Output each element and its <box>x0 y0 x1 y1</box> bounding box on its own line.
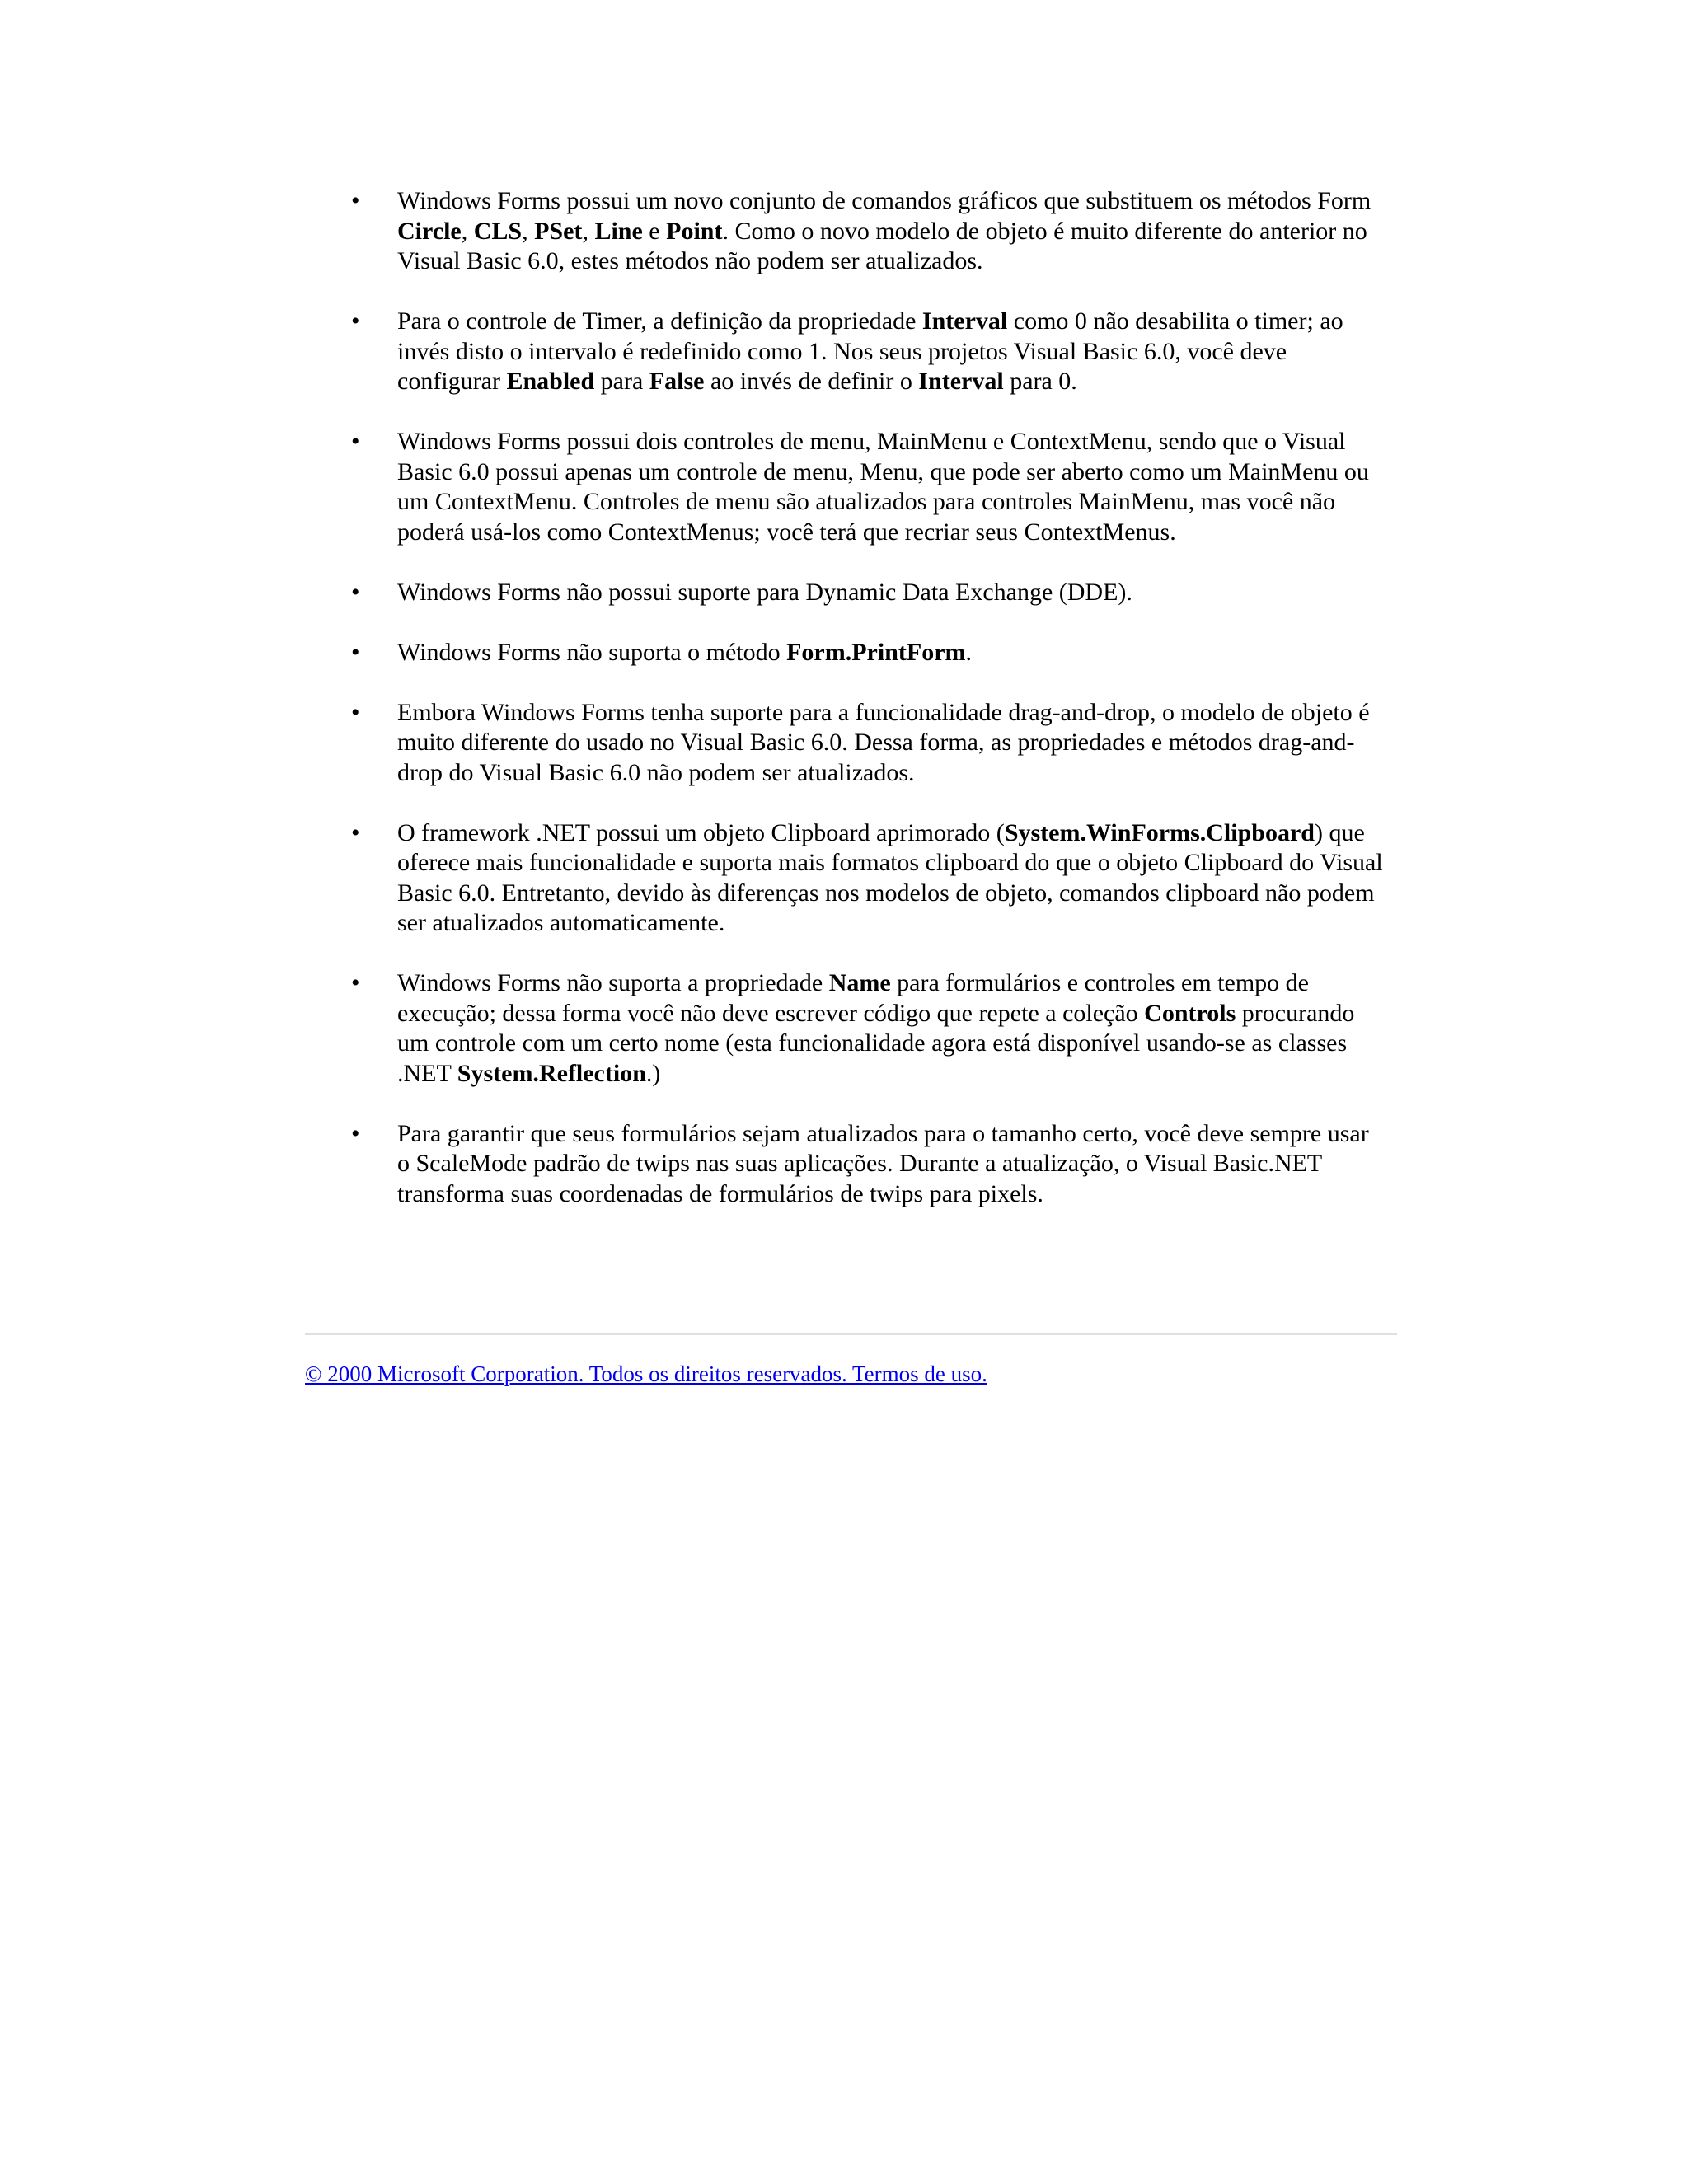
text-run: ) que oferece mais funcionalidade e suporta mais formatos clipboard do que o objeto Clipboard do Visual Basic 6.0. Entretanto, devido às diferenças nos modelos de objeto, comandos clipboard não podem ser atualizados automaticamente. <box>397 818 1383 936</box>
list-item <box>348 186 1386 277</box>
bullet-glyph: • <box>351 818 360 846</box>
bullet-glyph: • <box>351 187 360 214</box>
text-run: Embora Windows Forms tenha suporte para a funcionalidade drag-and-drop, o modelo de objeto é muito diferente do usado no Visual Basic 6.0. Dessa forma, as propriedades e métodos drag-and-drop do Visual Basic 6.0 não podem ser atualizados. <box>397 698 1370 786</box>
text-run: Windows Forms não suporta a propriedade <box>397 969 829 996</box>
list-item-text <box>397 1120 1369 1207</box>
list-item <box>348 638 1386 668</box>
text-run: , <box>522 217 535 245</box>
text-run: Windows Forms não possui suporte para Dynamic Data Exchange (DDE). <box>397 578 1132 606</box>
text-run: O framework .NET possui um objeto Clipboard aprimorado ( <box>397 818 1005 846</box>
footer <box>305 1360 987 1388</box>
bullet-glyph: • <box>351 1119 360 1147</box>
bold-term: System.WinForms.Clipboard <box>1004 818 1315 846</box>
bullet-glyph: • <box>351 638 360 666</box>
list-item-text <box>397 428 1369 546</box>
text-run: procurando um controle com um certo nome (esta funcionalidade agora está disponível usando-se as classes .NET <box>397 999 1355 1087</box>
bold-term: Circle <box>397 217 462 245</box>
list-item <box>348 307 1386 397</box>
bold-term: Interval <box>921 307 1008 335</box>
list-item <box>348 1119 1386 1210</box>
bullet-list <box>348 186 1386 1240</box>
list-item-text <box>397 969 1354 1087</box>
text-run: Para garantir que seus formulários sejam atualizados para o tamanho certo, você deve sempre usar o ScaleMode padrão de twips nas suas aplicações. Durante a atualização, o Visual Basic.NET transforma suas coordenadas de formulários de twips para pixels. <box>397 1119 1369 1207</box>
list-item <box>348 818 1386 939</box>
text-run: Windows Forms possui dois controles de menu, MainMenu e ContextMenu, sendo que o Visual Basic 6.0 possui apenas um controle de menu, Menu, que pode ser aberto como um MainMenu ou um ContextMenu. Controles de menu são atualizados para controles MainMenu, mas você não poderá usá-los como ContextMenus; você terá que recriar seus ContextMenus. <box>397 428 1369 546</box>
bullet-glyph: • <box>351 969 360 996</box>
copyright-link[interactable]: © 2000 Microsoft Corporation. Todos os direitos reservados. Termos de uso. <box>305 1361 987 1386</box>
bold-term: Interval <box>918 368 1004 395</box>
text-run: Windows Forms não suporta o método <box>397 638 787 666</box>
footer-divider <box>305 1333 1397 1335</box>
bold-term: CLS <box>473 217 523 245</box>
text-run: . <box>965 638 973 666</box>
bullet-glyph: • <box>351 428 360 455</box>
bold-term: Enabled <box>506 368 595 395</box>
text-run: para formulários e controles em tempo de execução; dessa forma você não deve escrever código que repete a coleção <box>397 969 1309 1027</box>
text-run: . Como o novo modelo de objeto é muito diferente do anterior no Visual Basic 6.0, estes métodos não podem ser atualizados. <box>397 217 1367 274</box>
text-run: ao invés de definir o <box>704 368 919 395</box>
text-run: Windows Forms possui um novo conjunto de comandos gráficos que substituem os métodos Form <box>397 187 1372 214</box>
bullet-glyph: • <box>351 578 360 606</box>
bold-term: Form.PrintForm <box>786 638 966 666</box>
text-run: Para o controle de Timer, a definição da propriedade <box>397 307 922 335</box>
bold-term: Point <box>666 217 723 245</box>
bold-term: Name <box>828 969 891 996</box>
list-item-text <box>397 699 1370 786</box>
text-run: , <box>461 217 474 245</box>
bold-term: System.Reflection <box>457 1059 646 1087</box>
list-item-text <box>397 187 1371 274</box>
list-item <box>348 427 1386 547</box>
bold-term: PSet <box>534 217 583 245</box>
text-run: para 0. <box>1003 368 1077 395</box>
bold-term: Controls <box>1144 999 1236 1027</box>
list-item-text <box>397 639 972 666</box>
list-item-text <box>397 819 1383 937</box>
list-item-text <box>397 307 1343 395</box>
list-item <box>348 968 1386 1089</box>
text-run: como 0 não desabilita o timer; ao invés disto o intervalo é redefinido como 1. Nos seus projetos Visual Basic 6.0, você deve configurar <box>397 307 1343 395</box>
bold-term: Line <box>594 217 643 245</box>
text-run: para <box>594 368 649 395</box>
text-run: e <box>642 217 667 245</box>
text-run: .) <box>645 1059 661 1087</box>
bullet-glyph: • <box>351 698 360 726</box>
list-item-text <box>397 579 1132 606</box>
text-run: , <box>582 217 595 245</box>
bullet-glyph: • <box>351 307 360 335</box>
list-item <box>348 578 1386 608</box>
list-item <box>348 698 1386 789</box>
bold-term: False <box>649 368 705 395</box>
